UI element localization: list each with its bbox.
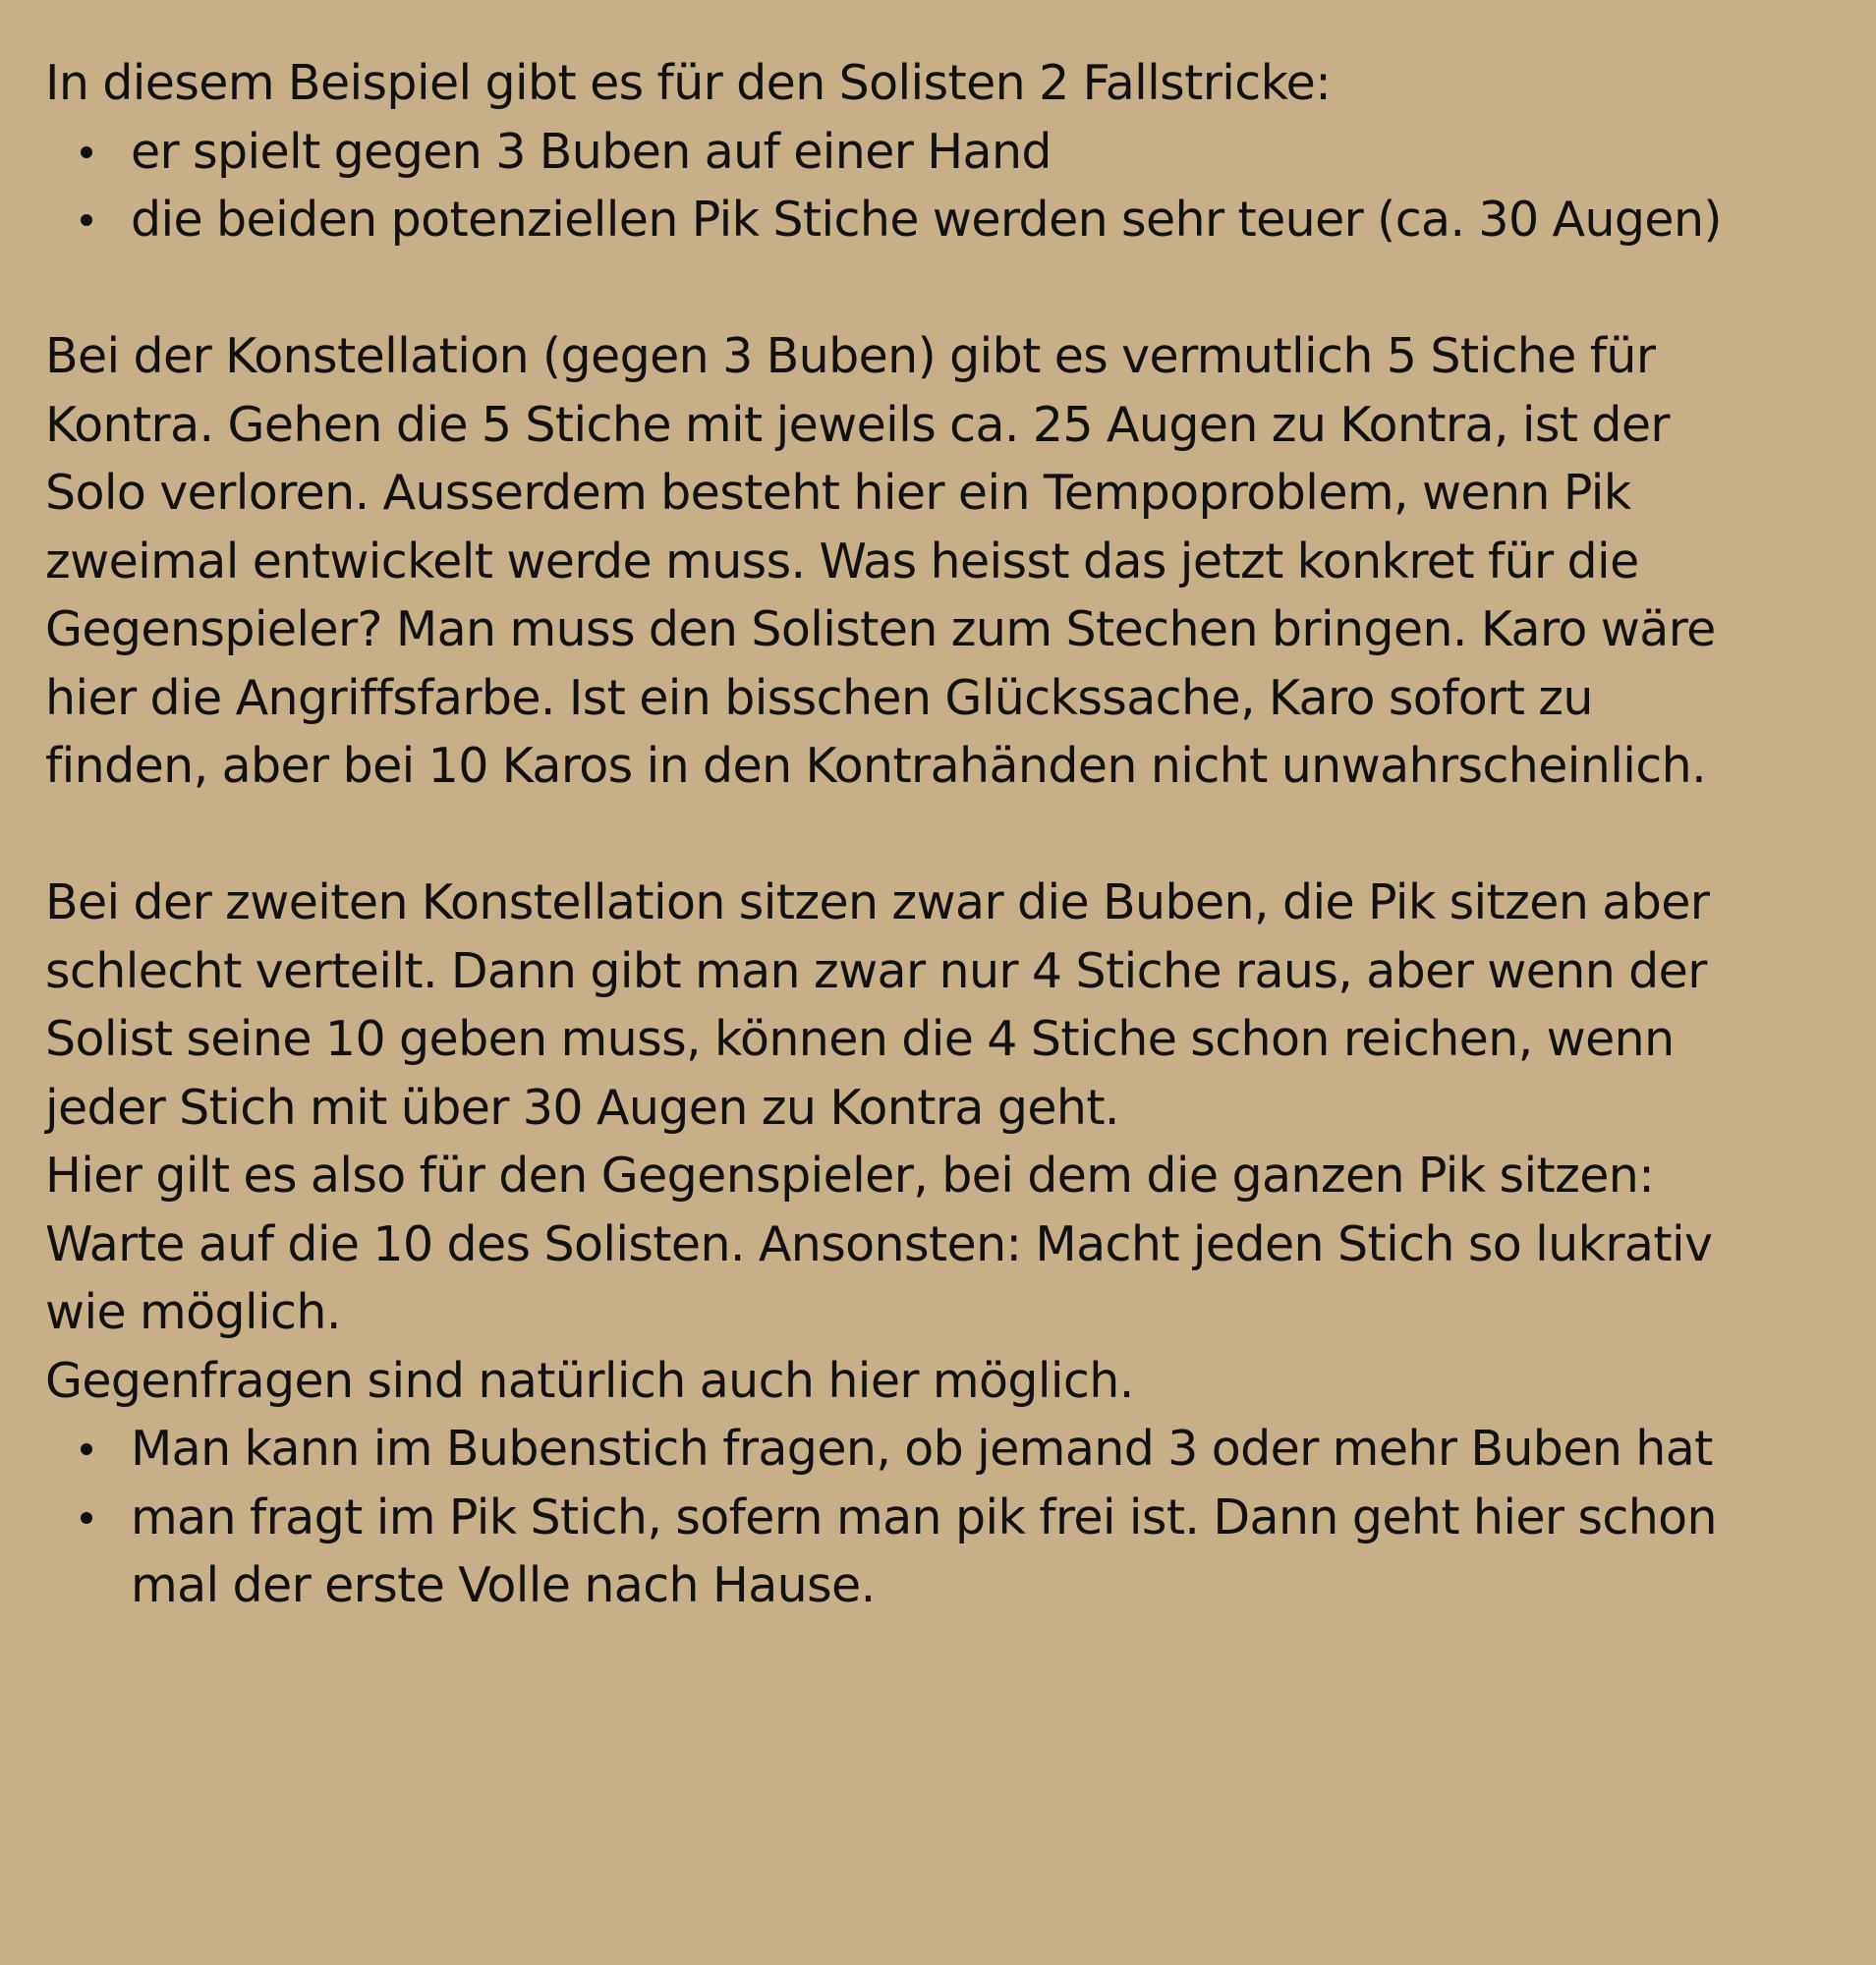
bullet-item [45,186,1837,254]
section2-bullet-list [45,1415,1837,1620]
text-line: Solist seine 10 geben muss, können die 4 Stiche schon reichen, wenn [45,1011,1675,1067]
paragraph-spacer [45,801,1837,870]
text-line: Gegenspieler? Man muss den Solisten zum Stechen bringen. Karo wäre [45,601,1716,657]
text-line: In diesem Beispiel gibt es für den Solisten 2 Fallstricke: [45,55,1332,111]
text-line: man fragt im Pik Stich, sofern man pik frei ist. Dann geht hier schon [131,1488,1718,1545]
text-line: zweimal entwickelt werde muss. Was heisst das jetzt konkret für die [45,533,1639,590]
intro-bullet-list [45,118,1837,254]
text-line: Solo verloren. Ausserdem besteht hier ein Tempoproblem, wenn Pik [45,465,1631,521]
text-line: mal der erste Volle nach Hause. [131,1557,876,1613]
text-line: er spielt gegen 3 Buben auf einer Hand [131,123,1052,180]
text-line: Bei der Konstellation (gegen 3 Buben) gibt es vermutlich 5 Stiche für [45,328,1656,384]
text-line: Gegenfragen sind natürlich auch hier möglich. [45,1352,1134,1409]
intro-heading [45,49,1837,118]
bullet-item [45,1484,1837,1620]
bullet-item [45,1415,1837,1484]
text-line: jeder Stich mit über 30 Augen zu Kontra geht. [45,1079,1119,1136]
paragraph-spacer [45,254,1837,323]
text-line: Warte auf die 10 des Solisten. Ansonsten: Macht jeden Stich so lukrativ [45,1215,1713,1272]
bullet-item [45,118,1837,187]
text-line: Hier gilt es also für den Gegenspieler, bei dem die ganzen Pik sitzen: [45,1148,1655,1204]
bullet-dot-icon [81,1443,92,1455]
text-line: finden, aber bei 10 Karos in den Kontrahänden nicht unwahrscheinlich. [45,738,1707,794]
bullet-dot-icon [81,214,92,226]
text-line: Man kann im Bubenstich fragen, ob jemand 3 oder mehr Buben hat [131,1421,1713,1477]
text-line: Kontra. Gehen die 5 Stiche mit jeweils ca. 25 Augen zu Kontra, ist der [45,396,1670,453]
section2-paragraph [45,869,1837,1415]
text-line: schlecht verteilt. Dann gibt man zwar nur 4 Stiche raus, aber wenn der [45,942,1707,999]
text-line: wie möglich. [45,1284,341,1340]
text-line: hier die Angriffsfarbe. Ist ein bisschen Glückssache, Karo sofort zu [45,669,1593,726]
bullet-dot-icon [81,146,92,158]
text-line: die beiden potenziellen Pik Stiche werden sehr teuer (ca. 30 Augen) [131,192,1722,248]
section1-paragraph [45,322,1837,801]
text-line: Bei der zweiten Konstellation sitzen zwar die Buben, die Pik sitzen aber [45,874,1710,930]
bullet-dot-icon [81,1512,92,1524]
